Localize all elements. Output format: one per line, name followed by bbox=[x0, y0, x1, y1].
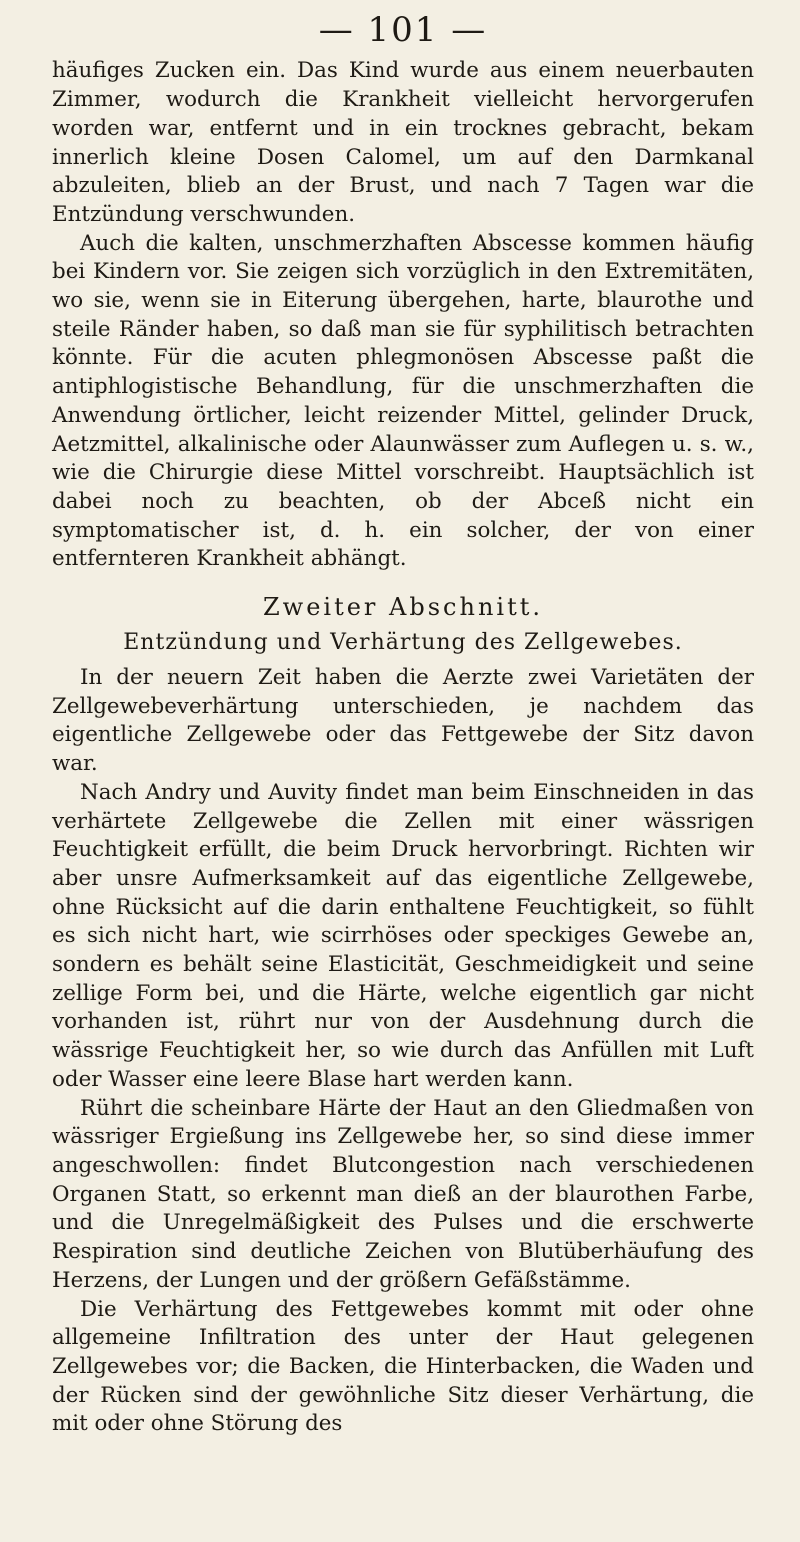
paragraph-apparent-hardness: Rührt die scheinbare Härte der Haut an den Gliedmaßen von wässriger Ergießung ins Zellgewebe her, so sind diese immer angeschwollen: findet Blutcongestion nach verschiedenen Organen Statt, so erkennt man dieß an der blaurothen Farbe, und die Unregelmäßigkeit des Pulses und die erschwerte Respiration sind deutliche Zeichen von Blutüberhäufung des Herzens, der Lungen und der größern Gefäßstämme. bbox=[52, 1095, 754, 1293]
paragraph-varieties: In der neuern Zeit haben die Aerzte zwei Varietäten der Zellgewebeverhärtung unterschieden, je nachdem das eigentliche Zellgewebe oder das Fettgewebe der Sitz davon war. bbox=[52, 665, 754, 777]
paragraph-abscesses: Auch die kalten, unschmerzhaften Abscesse kommen häufig bei Kindern vor. Sie zeigen sich vorzüglich in den Extremitäten, wo sie, wenn sie in Eiterung übergehen, harte, blaurothe und steile Ränder haben, so daß man sie für syphilitisch betrachten könnte. Für die acuten phlegmonösen Abscesse paßt die antiphlogistische Behandlung, für die unschmerzhaften die Anwendung örtlicher, leicht reizender Mittel, gelinder Druck, Aetzmittel, alkalinische oder Alaunwässer zum Auflegen u. s. w., wie die Chirurgie diese Mittel vorschreibt. Hauptsächlich ist dabei noch zu beachten, ob der Abceß nicht ein symptomatischer ist, d. h. ein solcher, der von einer entfernteren Krankheit abhängt. bbox=[52, 230, 754, 572]
page-number: — 101 — bbox=[318, 10, 488, 50]
paragraph-continuation: häufiges Zucken ein. Das Kind wurde aus einem neuerbauten Zimmer, wodurch die Krankheit vielleicht hervorgerufen worden war, entfernt und in ein trocknes gebracht, bekam innerlich kleine Dosen Calomel, um auf den Darmkanal abzuleiten, blieb an der Brust, und nach 7 Tagen war die Entzündung verschwunden. bbox=[52, 58, 754, 227]
section-subtitle: Entzündung und Verhärtung des Zellgewebes. bbox=[123, 630, 683, 656]
section-title: Zweiter Abschnitt. bbox=[262, 593, 543, 622]
paragraph-andry-auvity: Nach Andry und Auvity findet man beim Einschneiden in das verhärtete Zellgewebe die Zellen mit einer wässrigen Feuchtigkeit erfüllt, die beim Druck hervorbringt. Richten wir aber unsre Aufmerksamkeit auf das eigentliche Zellgewebe, ohne Rücksicht auf die darin enthaltene Feuchtigkeit, so fühlt es sich nicht hart, wie scirrhöses oder speckiges Gewebe an, sondern es behält seine Elasticität, Geschmeidigkeit und seine zellige Form bei, und die Härte, welche eigentlich gar nicht vorhanden ist, rührt nur von der Ausdehnung durch die wässrige Feuchtigkeit her, so wie durch das Anfüllen mit Luft oder Wasser eine leere Blase hart werden kann. bbox=[52, 779, 754, 1092]
paragraph-fat-tissue: Die Verhärtung des Fettgewebes kommt mit oder ohne allgemeine Infiltration des unter der Haut gelegenen Zellgewebes vor; die Backen, die Hinterbacken, die Waden und der Rücken sind der gewöhnliche Sitz dieser Verhärtung, die mit oder ohne Störung des bbox=[52, 1296, 754, 1437]
